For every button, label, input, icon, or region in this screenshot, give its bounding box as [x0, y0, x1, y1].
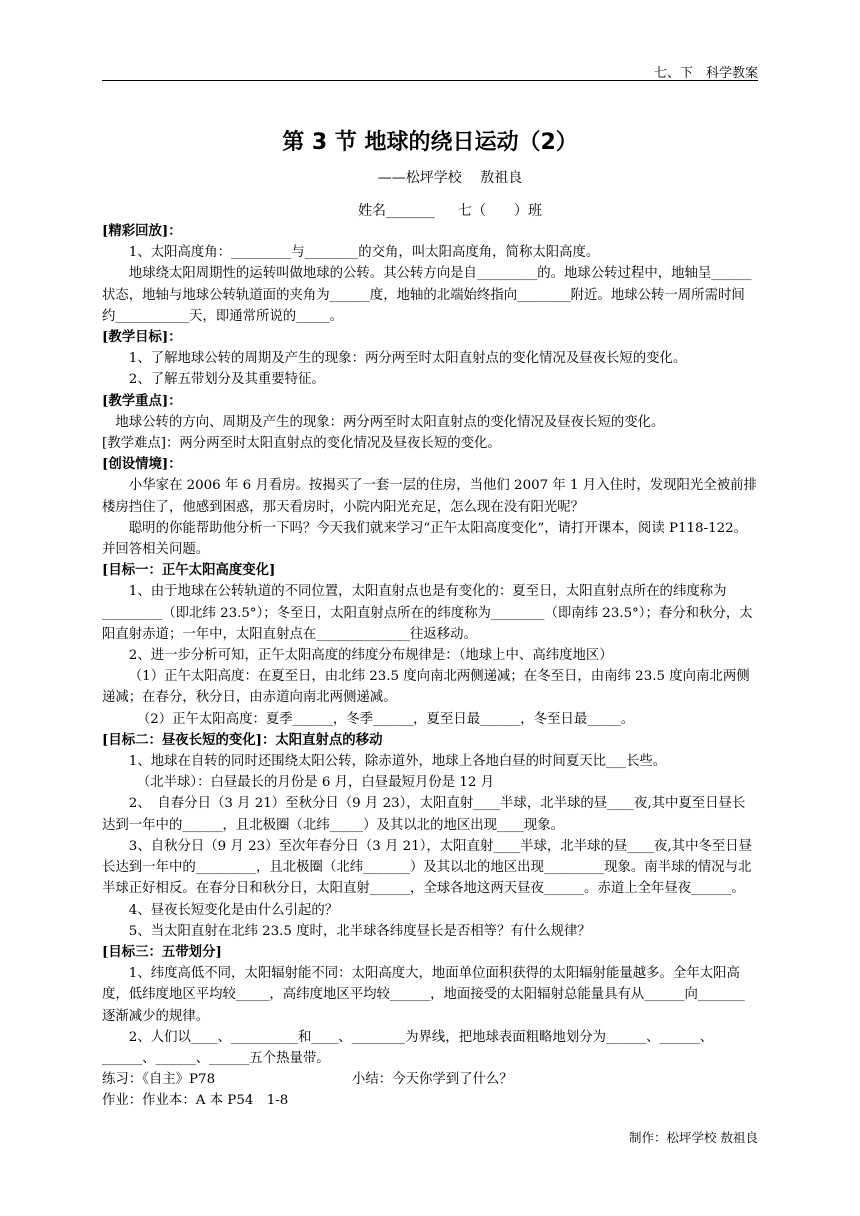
paragraph: 地球绕太阳周期性的运转叫做地球的公转。其公转方向是自_________的。地球公转过程中，地轴呈______状态，地轴与地球公转轨道面的夹角为______度，地轴的北端始终指向________附近。地球公转一周所需时间约___________天，即通常所说的_____。 — [102, 266, 752, 324]
paragraph: 2、 自春分日（3 月 21）至秋分日（9 月 23），太阳直射____半球，北半球的昼____夜,其中夏至日昼长达到一年中的______，且北极圈（北纬_____）及其以北的地区出现____现象。 — [102, 796, 746, 833]
name-class-line: 姓名_______ 七（ ）班 — [358, 203, 542, 219]
summary-text: 小结：今天你学到了什么？ — [352, 1072, 513, 1088]
paragraph: 1、由于地球在公转轨道的不同位置，太阳直射点也是有变化的：夏至日，太阳直射点所在的纬度称为_________（即北纬 23.5°）；冬至日，太阳直射点所在的纬度称为________（即南纬 23.5°）；春分和秋分，太阳直射赤道；一年中，太阳直射点在______________往返移动。 — [102, 584, 753, 642]
practice-summary-row — [102, 1069, 758, 1090]
paragraph: 小华家在 2006 年 6 月看房。按揭买了一套一层的住房，当他们 2007 年 1 月入住时，发现阳光全被前排楼房挡住了，他感到困惑，那天看房时，小院内阳光充足，怎么现在没有阳光呢？ — [102, 478, 757, 515]
document-body — [102, 221, 758, 1112]
practice-text: 练习：《自主》P78 — [102, 1072, 216, 1088]
section-heading: [目标一：正午太阳高度变化] — [102, 562, 276, 579]
section-heading: [目标二：昼夜长短的变化]：太阳直射点的移动 — [102, 731, 383, 748]
paragraph: （1）正午太阳高度：在夏至日，由北纬 23.5 度向南北两侧递减；在冬至日，由南纬 23.5 度向南北两侧递减；在春分，秋分日，由赤道向南北两侧递减。 — [102, 669, 750, 706]
section-heading: [目标三：五带划分] — [102, 943, 222, 960]
paragraph: 4、昼夜长短变化是由什么引起的？ — [128, 902, 339, 918]
header-text: 七、下 科学教案 — [653, 66, 758, 81]
author-line: ——松坪学校 敖祖良 — [377, 170, 523, 186]
paragraph: 2、进一步分析可知，正午太阳高度的纬度分布规律是：（地球上中、高纬度地区） — [128, 648, 613, 664]
paragraph: 1、地球在自转的同时还围绕太阳公转，除赤道外，地球上各地白昼的时间夏天比___长些。 — [128, 754, 667, 770]
page-title: 第 3 节 地球的绕日运动（2） — [282, 130, 578, 155]
paragraph: 1、纬度高低不同，太阳辐射能不同：太阳高度大，地面单位面积获得的太阳辐射能量越多。全年太阳高度，低纬度地区平均较_____，高纬度地区平均较______，地面接受的太阳辐射总能量具有从______向_______逐渐减少的规律。 — [102, 966, 745, 1024]
page-footer: 制作：松坪学校 敖祖良 — [629, 1130, 758, 1145]
paragraph: 地球公转的方向、周期及产生的现象：两分两至时太阳直射点的变化情况及昼夜长短的变化。 — [115, 414, 665, 430]
paragraph: 2、人们以____、__________和____、________为界线，把地球表面粗略地划分为______、______、______、______、______五个热量带。 — [102, 1029, 714, 1066]
paragraph: 1、了解地球公转的周期及产生的现象：两分两至时太阳直射点的变化情况及昼夜长短的变化。 — [128, 351, 687, 367]
paragraph: 2、了解五带划分及其重要特征。 — [128, 372, 325, 388]
section-heading: [精彩回放]： — [102, 223, 182, 239]
homework-text: 作业：作业本：A 本 P54 1-8 — [102, 1093, 289, 1109]
section-heading: [教学重点]： — [102, 392, 182, 409]
paragraph: （2）正午太阳高度：夏季______，冬季______，夏至日最______，冬至日最_____。 — [136, 711, 635, 727]
paragraph: （北半球）：白昼最长的月份是 6 月，白昼最短月份是 12 月 — [136, 775, 495, 791]
section-heading: [创设情境]： — [102, 456, 182, 473]
section-heading: [教学难点]：两分两至时太阳直射点的变化情况及昼夜长短的变化。 — [102, 436, 501, 452]
paragraph: 5、当太阳直射在北纬 23.5 度时，北半球各纬度昼长是否相等？有什么规律？ — [128, 923, 591, 939]
paragraph: 3、自秋分日（9 月 23）至次年春分日（3 月 21），太阳直射____半球，北半球的昼____夜,其中冬至日昼长达到一年中的_________，且北极圈（北纬_______）及其以北的地区出现_________现象。南半球的情况与北半球正好相反。在春分日和秋分日，太阳直射______，全球各地这两天昼夜______。赤道上全年昼夜______。 — [102, 838, 753, 897]
paragraph: 1、太阳高度角：_________与________的交角，叫太阳高度角，简称太阳高度。 — [128, 245, 600, 261]
section-heading: [教学目标]： — [102, 329, 182, 346]
page-header — [102, 60, 758, 81]
paragraph: 聪明的你能帮助他分析一下吗？今天我们就来学习“正午太阳高度变化”，请打开课本，阅读 P118-122。并回答相关问题。 — [102, 520, 748, 558]
